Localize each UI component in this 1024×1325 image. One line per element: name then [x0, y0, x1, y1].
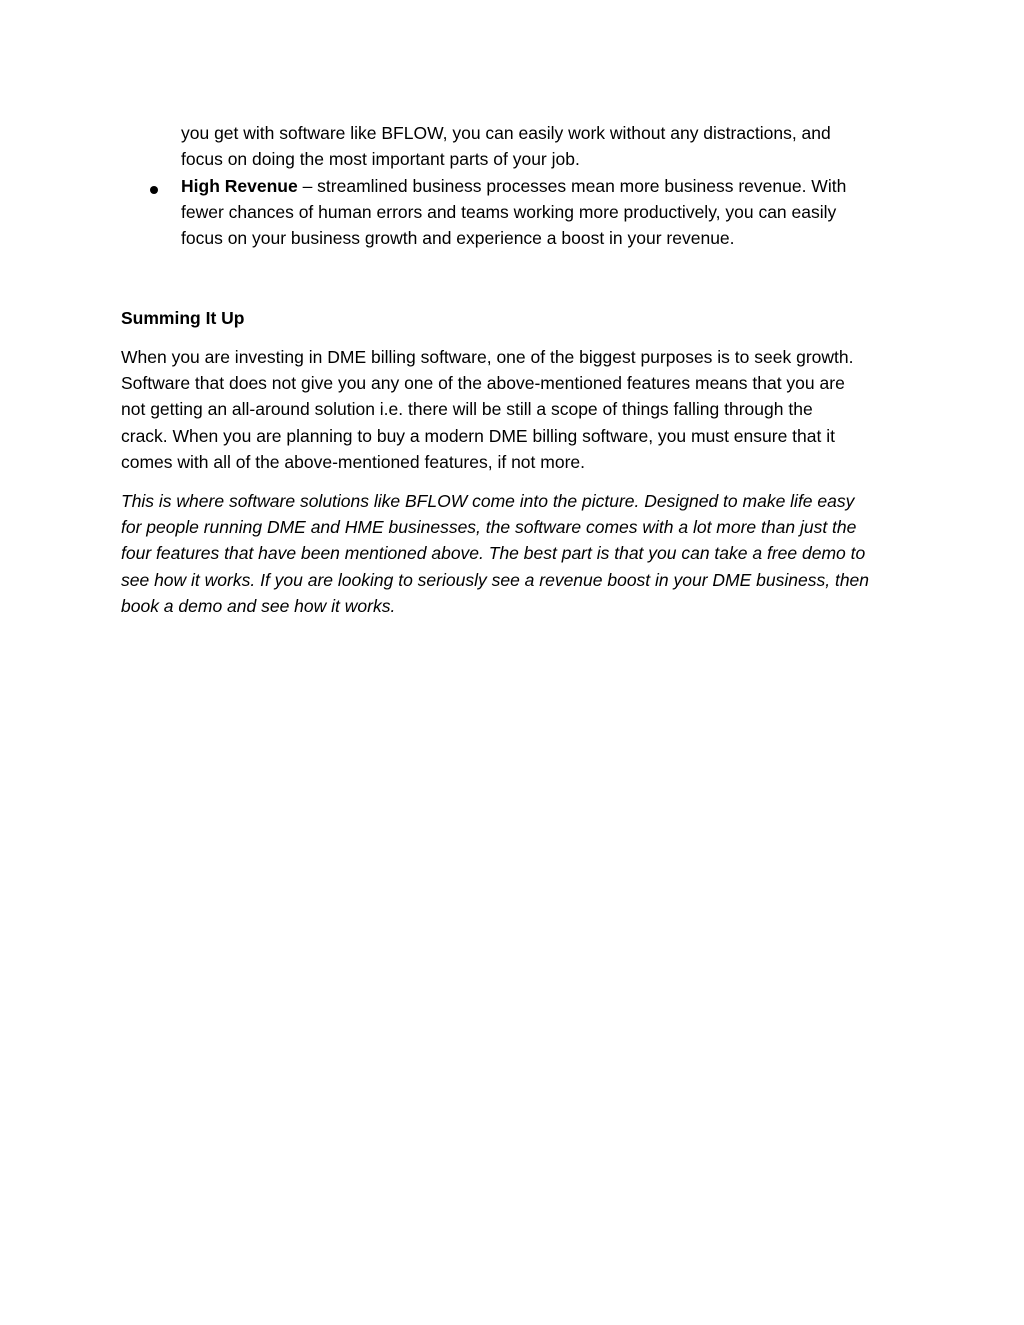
text-line: comes with all of the above-mentioned features, if not more.	[121, 451, 585, 472]
text-line: four features that have been mentioned above. The best part is that you can take a free demo to	[121, 543, 866, 564]
section-heading: Summing It Up	[121, 308, 245, 328]
text-line: fewer chances of human errors and teams working more productively, you can easily	[181, 202, 837, 223]
bullet-item-high-revenue	[181, 173, 901, 252]
text-line: Software that does not give you any one of the above-mentioned features means that you are	[121, 373, 845, 394]
text-line: for people running DME and HME businesses, the software comes with a lot more than just the	[121, 517, 857, 538]
bullet-term: High Revenue	[181, 176, 298, 196]
text-line: not getting an all-around solution i.e. there will be still a scope of things falling through the	[121, 399, 813, 420]
italic-paragraph	[121, 488, 911, 619]
text-line: This is where software solutions like BFLOW come into the picture. Designed to make life easy	[121, 491, 855, 511]
bullet-description: – streamlined business processes mean more business revenue. With	[297, 176, 847, 196]
text-line: focus on your business growth and experience a boost in your revenue.	[181, 228, 735, 249]
text-line	[181, 173, 901, 199]
text-line: see how it works. If you are looking to seriously see a revenue boost in your DME business, then	[121, 569, 870, 590]
body-paragraph	[121, 344, 911, 475]
text-line: focus on doing the most important parts of your job.	[181, 149, 580, 170]
bullet-icon	[150, 186, 158, 194]
text-line: book a demo and see how it works.	[121, 595, 396, 616]
text-line: crack. When you are planning to buy a modern DME billing software, you must ensure that it	[121, 425, 835, 446]
text-line: When you are investing in DME billing software, one of the biggest purposes is to seek growth.	[121, 347, 854, 367]
text-line: you get with software like BFLOW, you can easily work without any distractions, and	[181, 123, 831, 143]
bullet-continuation-text	[181, 120, 901, 172]
